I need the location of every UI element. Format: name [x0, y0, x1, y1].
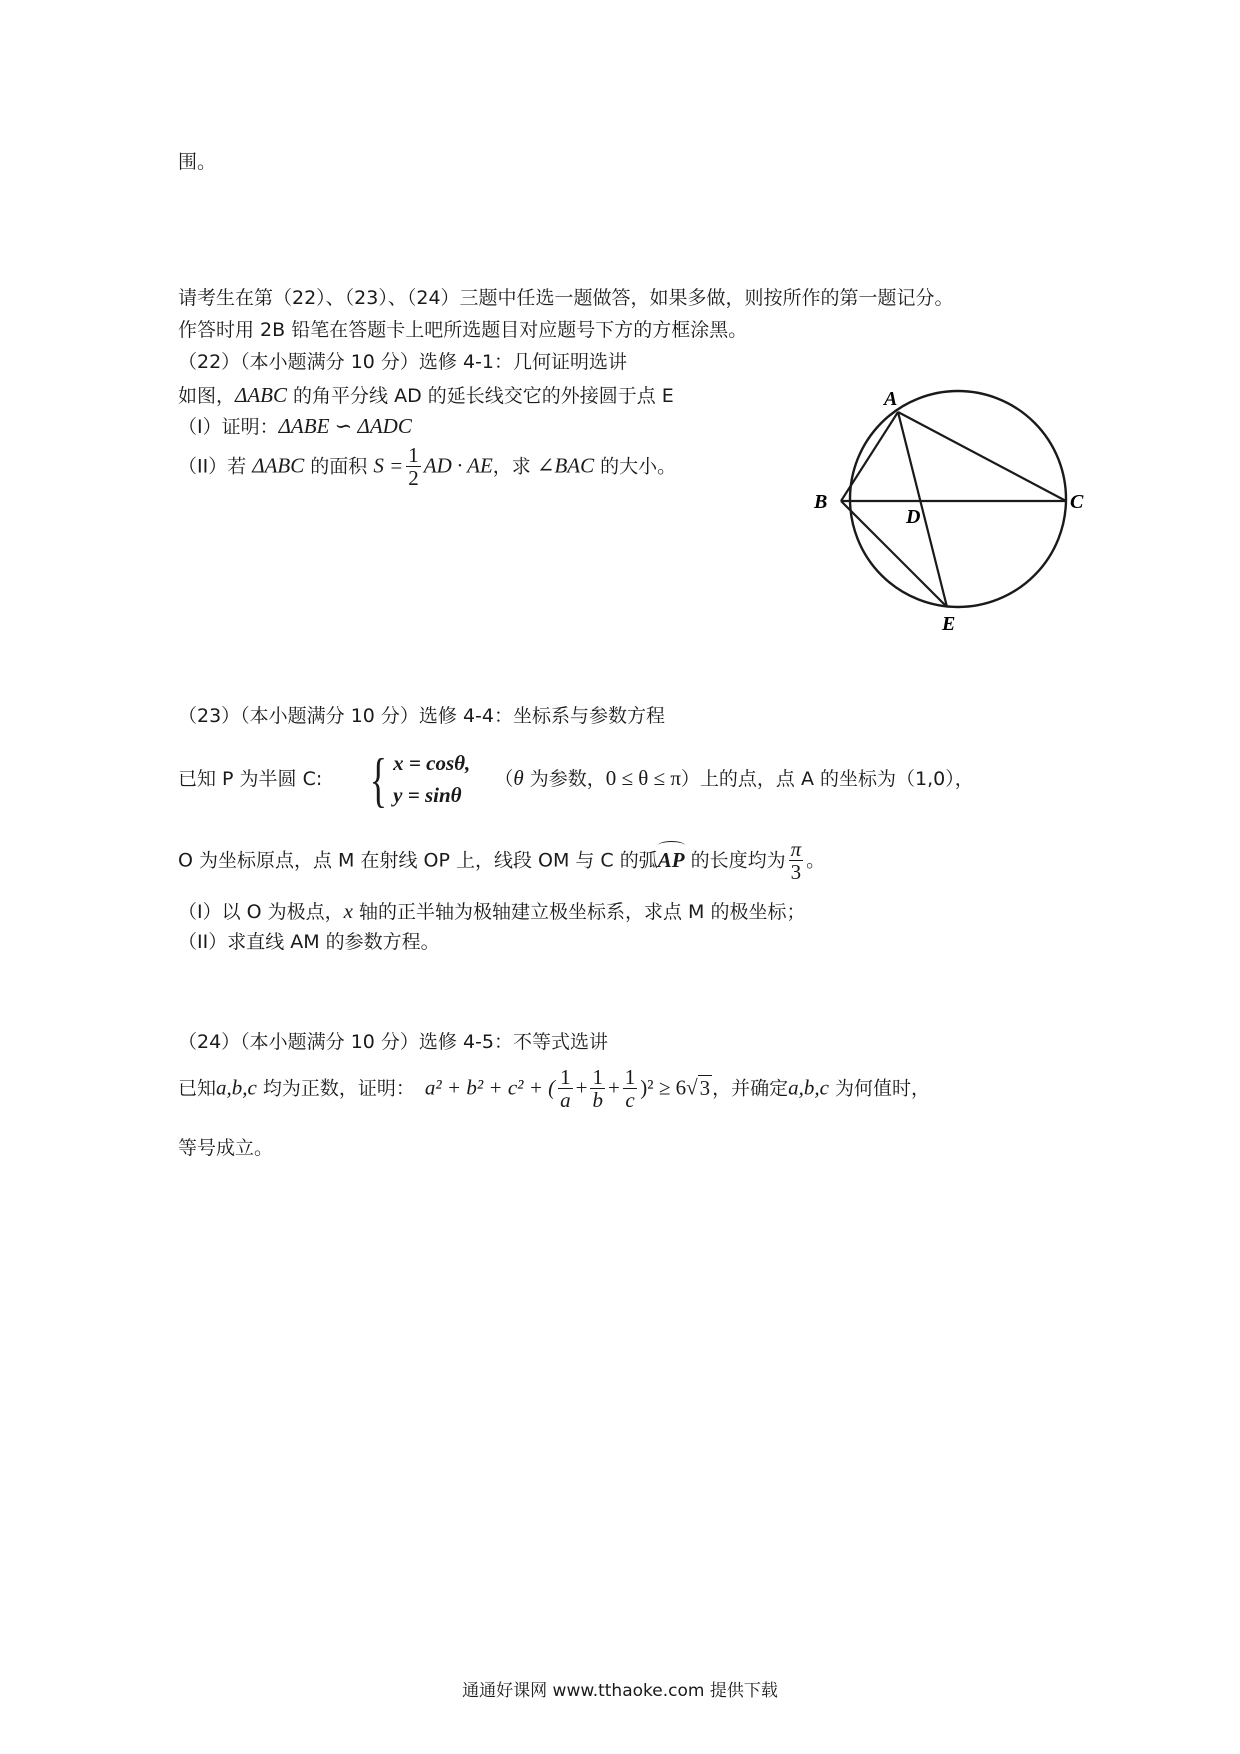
q22-part2-post2: 的大小。: [594, 455, 677, 478]
label-c: C: [1070, 491, 1084, 513]
circumcircle: [850, 391, 1066, 607]
arc-ap: AP: [658, 843, 685, 874]
label-d: D: [906, 506, 921, 528]
q24-header: （24）（本小题满分 10 分）选修 4-5：不等式选讲: [178, 1031, 609, 1053]
q22-ad-ae: AD · AE: [423, 453, 493, 478]
q23-x-axis: x: [343, 899, 353, 923]
q24-vars-1: a,b,c: [216, 1075, 257, 1100]
segment-ab: [841, 412, 898, 501]
q22-part-2: [178, 444, 676, 490]
q23-l2-end: 。: [806, 849, 826, 872]
q23-l1-pre: 已知 P 为半圆 C:: [178, 768, 323, 790]
q22-triangle-abc: ΔABC: [235, 383, 288, 407]
q22-intro-pre: 如图，: [178, 385, 236, 407]
q22-header: （22）（本小题满分 10 分）选修 4-1：几何证明选讲: [178, 351, 628, 373]
q23-line-1: [178, 748, 974, 811]
q24-ineq-left: a² + b² + c² + (: [424, 1075, 556, 1100]
q24-line-1: [178, 1066, 930, 1112]
frac-c-den: c: [625, 1088, 635, 1113]
label-a: A: [884, 388, 898, 410]
equation-x: x = cosθ,: [393, 751, 471, 775]
fragment-text: 围。: [178, 151, 217, 173]
q22-intro-post: 的角平分线 AD 的延长线交它的外接圆于点 E: [287, 385, 674, 407]
q23-line-2: [178, 838, 825, 884]
frac-a-num: 1: [560, 1065, 571, 1089]
frac-three: 3: [790, 860, 802, 885]
label-b: B: [814, 491, 828, 513]
q22-part1-similarity: ΔABE ∽ ΔADC: [278, 414, 412, 438]
q23-param-mid: 为参数，: [523, 768, 606, 790]
frac-a-den: a: [560, 1088, 571, 1113]
q22-part2-triangle: ΔABC: [252, 453, 305, 478]
q22-intro: [178, 382, 674, 409]
q24-l1-post2: 为何值时，: [829, 1077, 931, 1100]
instructions-line-1: 请考生在第（22）、（23）、（24）三题中任选一题做答，如果多做，则按所作的第一题记分。: [178, 287, 954, 309]
q22-part1-label: （I）证明：: [178, 416, 279, 438]
q23-part1-pre: （I）以 O 为极点，: [178, 901, 344, 923]
plus-2: +: [607, 1075, 620, 1100]
frac-b-den: b: [592, 1088, 603, 1113]
q22-part2-label: （II）若: [178, 455, 253, 478]
q22-part2-post1: ，求: [492, 455, 537, 478]
system-brace: {: [370, 746, 388, 813]
q22-part-1: [178, 413, 412, 440]
frac-c-num: 1: [624, 1065, 636, 1089]
q22-angle-bac: ∠BAC: [536, 453, 595, 478]
q23-part-2: （II）求直线 AM 的参数方程。: [178, 931, 440, 953]
q24-line-2: 等号成立。: [178, 1137, 274, 1159]
q22-frac-den: 2: [408, 466, 419, 491]
frac-one-over-a: [558, 1066, 573, 1112]
q24-l1-post1: ，并确定: [712, 1077, 789, 1100]
q23-l1-post: ）上的点，点 A 的坐标为（1,0），: [680, 768, 974, 790]
sqrt-three: 3: [699, 1075, 711, 1100]
q23-paren-open: （: [494, 768, 514, 790]
label-e: E: [942, 613, 956, 633]
q23-theta: θ: [513, 766, 524, 790]
q24-l1-pre: 已知: [178, 1077, 217, 1100]
q23-l2-mid: 的长度均为: [684, 849, 786, 872]
q23-theta-range: 0 ≤ θ ≤ π: [605, 766, 681, 790]
q24-l1-mid: 均为正数，证明：: [256, 1077, 415, 1100]
frac-one-over-b: [590, 1066, 605, 1112]
q23-l2-pre: O 为坐标原点，点 M 在射线 OP 上，线段 OM 与 C 的弧: [178, 849, 658, 872]
segment-ac: [898, 412, 1066, 501]
frac-b-num: 1: [592, 1065, 603, 1089]
semicircle-equations: [393, 748, 470, 811]
q22-half-fraction: [406, 444, 421, 490]
footer-download-note: 通通好课网 www.tthaoke.com 提供下载: [462, 1681, 778, 1701]
q24-vars-2: a,b,c: [788, 1075, 829, 1100]
q22-part2-mid: 的面积: [304, 455, 374, 478]
instructions-line-2: 作答时用 2B 铅笔在答题卡上吧所选题目对应题号下方的方框涂黑。: [178, 319, 748, 341]
plus-1: +: [575, 1075, 588, 1100]
sqrt-sign: √: [686, 1075, 698, 1100]
circle-geometry-figure: [808, 375, 1090, 633]
equation-y: y = sinθ: [393, 782, 462, 807]
pi-over-3-fraction: [789, 838, 804, 884]
q23-part1-post: 轴的正半轴为极轴建立极坐标系，求点 M 的极坐标；: [352, 901, 806, 923]
q23-part-1: [178, 898, 805, 925]
q22-frac-num: 1: [408, 443, 419, 467]
q22-area-s: S =: [373, 453, 404, 478]
q24-ineq-right: )² ≥ 6: [640, 1075, 687, 1100]
segment-be: [841, 501, 947, 607]
q23-header: （23）（本小题满分 10 分）选修 4-4：坐标系与参数方程: [178, 705, 666, 727]
frac-one-over-c: [623, 1066, 638, 1112]
frac-pi: π: [790, 837, 802, 861]
